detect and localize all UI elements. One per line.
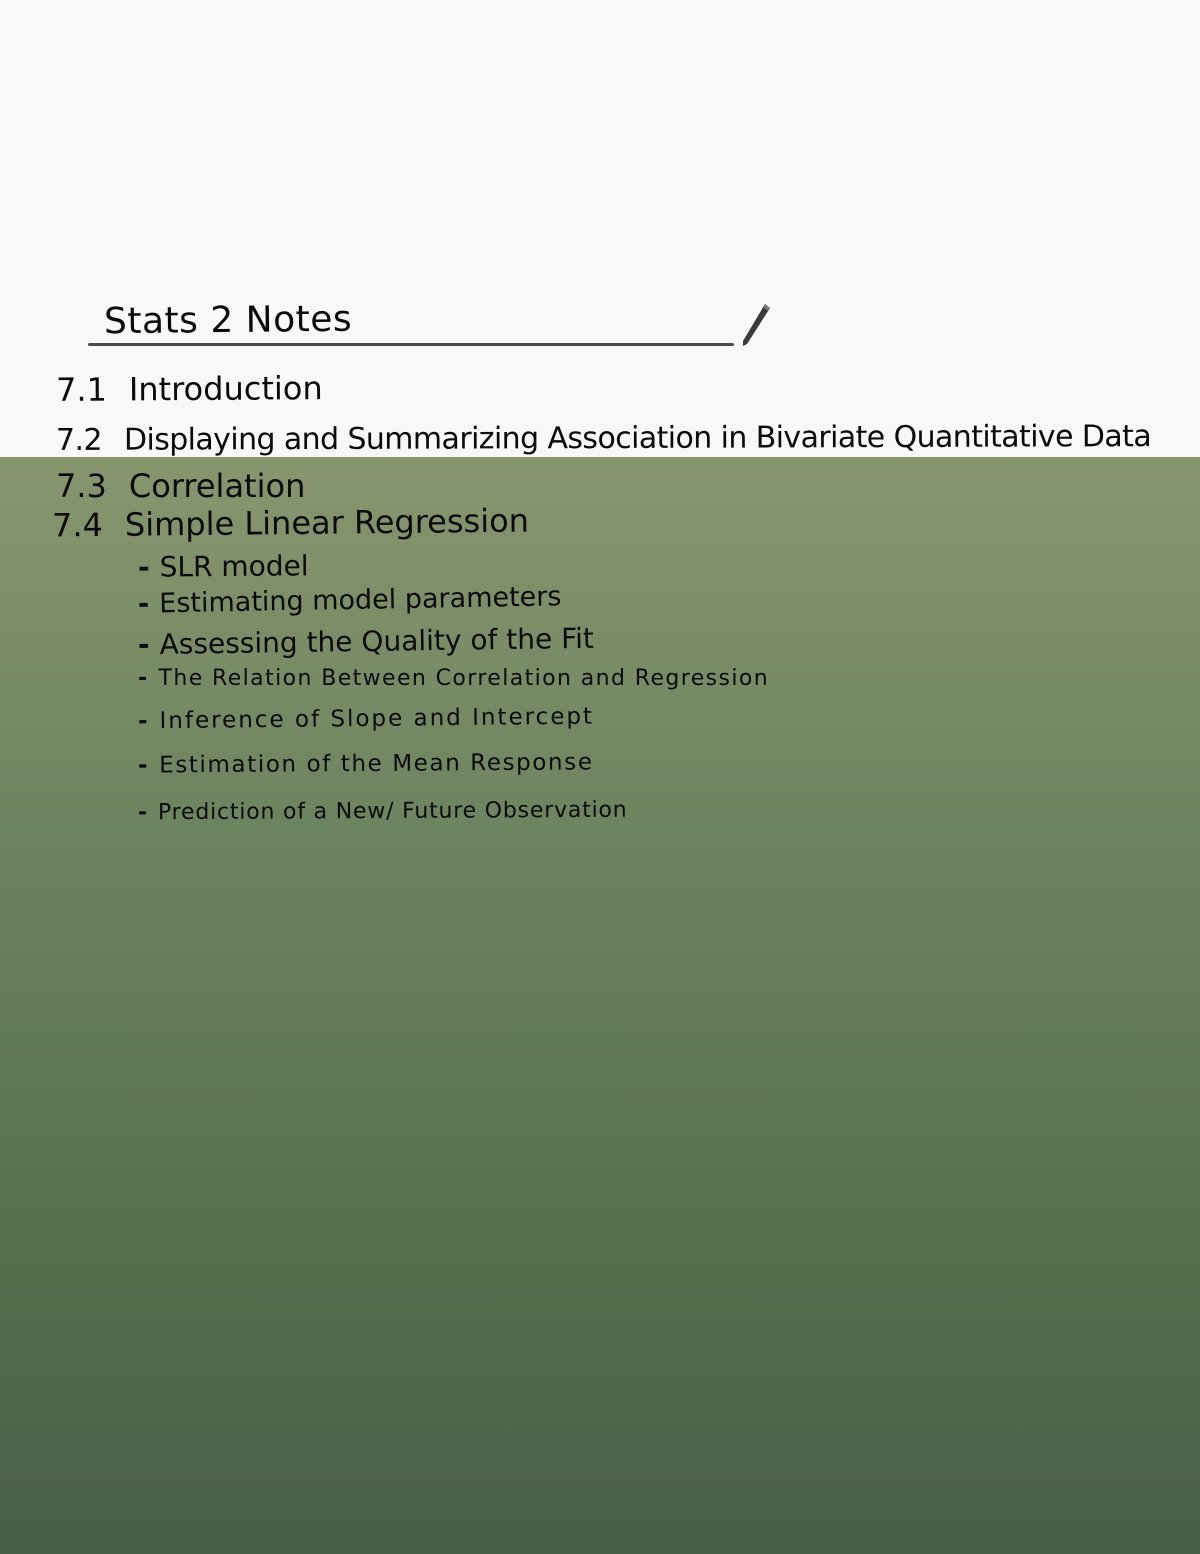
section-label: Displaying and Summarizing Association in Bivariate Quantitative Data — [123, 419, 1152, 458]
subsection-item — [138, 704, 594, 735]
bullet-dash: - — [137, 800, 149, 826]
subsection-label: Inference of Slope and Intercept — [159, 703, 595, 735]
subsection-label: Prediction of a New/ Future Observation — [157, 797, 628, 826]
section-7-1 — [56, 369, 323, 409]
section-label: Introduction — [128, 369, 323, 409]
subsection-label: Assessing the Quality of the Fit — [159, 621, 595, 661]
section-label: Correlation — [128, 467, 306, 505]
section-7-3 — [56, 467, 305, 505]
subsection-label: The Relation Between Correlation and Regression — [158, 666, 770, 691]
subsection-item — [138, 581, 562, 619]
bullet-dash: - — [137, 708, 150, 735]
pen-icon[interactable] — [735, 300, 775, 350]
bullet-dash: - — [138, 666, 149, 691]
subsection-item — [138, 749, 594, 778]
note-title: Stats 2 Notes — [103, 298, 353, 343]
subsection-item — [138, 798, 628, 826]
subsection-item — [138, 549, 309, 583]
subsection-item — [138, 622, 594, 661]
section-7-4 — [52, 502, 529, 545]
title-underline — [88, 343, 734, 346]
bullet-dash: - — [137, 550, 150, 584]
bullet-dash: - — [137, 628, 150, 662]
section-7-2 — [56, 419, 1151, 458]
subsection-item — [138, 666, 769, 691]
bullet-dash: - — [137, 588, 150, 620]
subsection-label: Estimation of the Mean Response — [159, 749, 594, 779]
section-number: 7.3 — [56, 467, 107, 505]
section-number: 7.1 — [55, 370, 108, 409]
bullet-dash: - — [137, 752, 150, 779]
section-number: 7.4 — [51, 505, 104, 545]
subsection-label: SLR model — [159, 549, 309, 584]
section-label: Simple Linear Regression — [124, 501, 530, 544]
section-number: 7.2 — [55, 422, 102, 458]
subsection-label: Estimating model parameters — [158, 581, 562, 620]
